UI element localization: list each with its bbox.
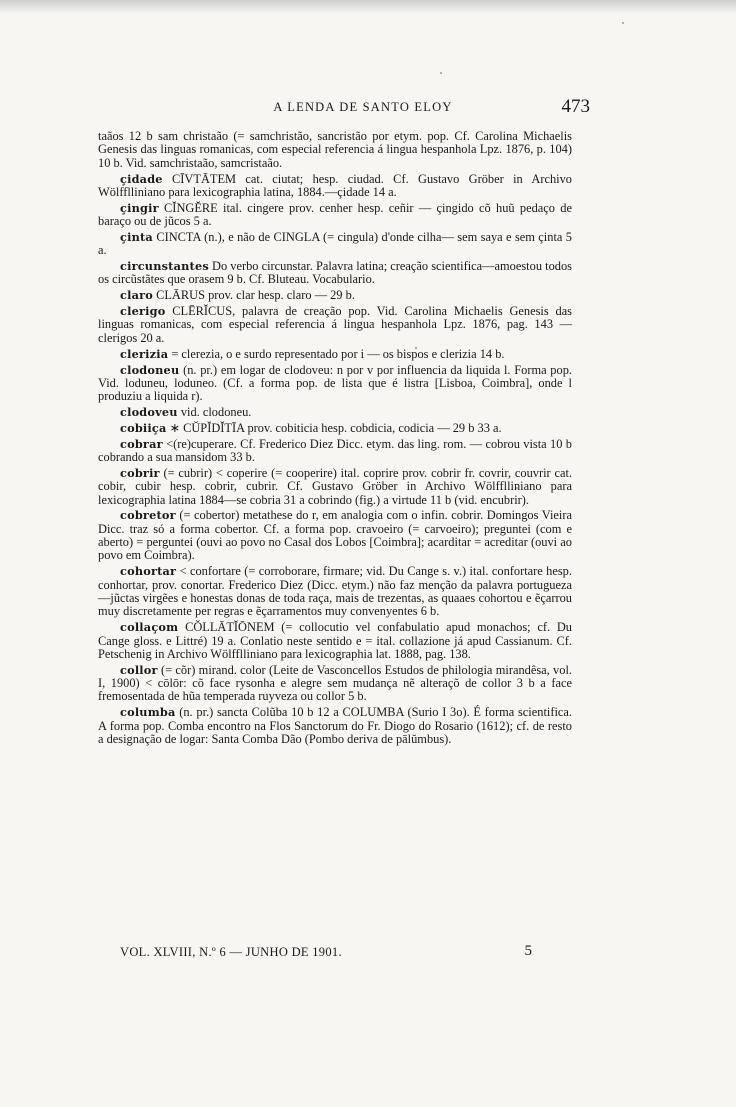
entry-text: (= cõr) mirand. color (Leite de Vasconcellos Estudos de philologia mirandêsa, vol. I, 1900) < cōlōr: cõ face rysonha e alegre sem mudança nẽ alteraçõ de collor 3 b a face fremosentada de hũa temperada ruyveza ou collor 5 b. <box>98 662 572 704</box>
glossary-entry <box>98 467 572 507</box>
entry-text: (= cobertor) metathese do r, em analogia com o infin. cobrir. Domingos Vieira Dicc. traz só a forma cobertor. Cf. a forma pop. cravoeiro (= carvoeiro); preguntei (com e aberto) = perguntei (ouvi ao povo no Casal dos Lobos [Coimbra]; acarditar = acreditar (ouvi ao povo em Coimbra). <box>98 508 572 563</box>
glossary-entry <box>98 231 572 258</box>
glossary-entry <box>98 348 572 361</box>
entry-headword: clerizia <box>120 346 169 361</box>
glossary-entry <box>98 509 572 562</box>
entry-text: CLĀRUS prov. clar hesp. claro — 29 b. <box>156 288 355 303</box>
scan-speck <box>622 22 624 24</box>
entry-text: CĪVTĀTEM cat. ciutat; hesp. ciudad. Cf. Gustavo Gröber in Archivo Wölfflliniano para lexicographia latina, 1884.—çidade 14 a. <box>98 171 572 199</box>
entry-headword: clodoveu <box>120 405 178 420</box>
entry-headword: cobretor <box>120 508 176 523</box>
glossary-entry <box>98 406 572 419</box>
glossary-entry <box>98 565 572 618</box>
glossary-entry <box>98 364 572 404</box>
entry-headword: cohortar <box>120 564 177 579</box>
entry-text: = clerezia, o e surdo representado por i — os bispos e clerizia 14 b. <box>171 346 505 361</box>
entry-headword: clodoneu <box>120 362 180 377</box>
glossary-entry <box>98 664 572 704</box>
scan-edge-shadow <box>0 0 736 14</box>
entry-headword: collor <box>120 662 158 677</box>
entry-text: <(re)cuperare. Cf. Frederico Diez Dicc. etym. das ling. rom. — cobrou vista 10 b cobrando a sua mansidom 33 b. <box>98 436 572 465</box>
entry-headword: clerigo <box>120 304 166 319</box>
entry-text: ∗ CŬPĬDĬTĪA prov. cobiticia hesp. cobdicia, codicia — 29 b 33 a. <box>169 420 502 435</box>
entry-text: vid. clodoneu. <box>180 405 252 420</box>
entry-text: Do verbo circunstar. Palavra latina; creação scientifica—amoestou todos os circũstãtes que orasem 9 b. Cf. Bluteau. Vocabulario. <box>98 259 572 287</box>
entry-text: CĬNGĔRE ital. cingere prov. cenher hesp. ceñir — çingido cõ huũ pedaço de baraço ou de jũcos 5 a. <box>98 200 572 229</box>
entry-headword: claro <box>120 288 153 303</box>
glossary-entry <box>98 438 572 465</box>
entry-headword: çidade <box>120 171 163 186</box>
glossary-entry <box>98 173 572 200</box>
entry-text: taãos 12 b sam christaão (= samchristão, sancristão por etym. pop. Cf. Carolina Michaelis Genesis das linguas romanicas, com especial referencia á lingua hespanhola Lpz. 1876, p. 104) 10 b. Vid. samchristaão, samcristaão. <box>98 129 572 170</box>
signature-mark: 5 <box>524 943 532 959</box>
entry-headword: çinta <box>120 229 153 244</box>
entry-text: (= cubrir) < coperire (= cooperire) ital. coprire prov. cobrir fr. covrir, couvrir cat. cobir, cubir hesp. cobrir, cubrir. Cf. Gustavo Gröber in Archivo Wölfflliniano para lexicographia latina 1884—se cobria 31 a cobrindo (fig.) a virtude 11 b (vid. encubrir). <box>98 465 572 507</box>
glossary-entry <box>98 202 572 229</box>
entry-headword: cobrar <box>120 436 163 451</box>
entry-headword: cobrir <box>120 465 160 480</box>
glossary-entry <box>98 130 572 170</box>
scan-speck <box>440 72 442 74</box>
entry-headword: collaçom <box>120 620 179 635</box>
glossary-entry <box>98 621 572 661</box>
entry-text: (n. pr.) sancta Colũba 10 b 12 a COLUMBA (Surio I 3o). É forma scientifica. A forma pop. Comba encontro na Flos Sanctorum do Fr. Diogo do Rosario (1612); cf. de resto a designação de logar: Santa Comba Dão (Pombo deriva de pālŭmbus). <box>98 705 572 746</box>
entry-text: CLĒRĬCUS, palavra de creação pop. Vid. Carolina Michaelis Genesis das linguas romanicas, com especial referencia á lingua hespanhola Lpz. 1876, pag. 143 — clerigos 20 a. <box>98 304 572 345</box>
glossary-entry <box>98 289 572 302</box>
entry-headword: circunstantes <box>120 259 209 274</box>
entry-headword: columba <box>120 705 176 720</box>
entry-text: CINCTA (n.), e não de CINGLA (= cingula) d'onde cilha— sem saya e sem çinta 5 a. <box>98 229 572 258</box>
entry-text: CŎLLĀTĬŌNEM (= collocutio vel confabulatio apud monachos; cf. Du Cange gloss. e Littré) 19 a. Conlatio neste sentido e = ital. collazione já apud Cassianum. Cf. Petschenig in Archivo Wölfflliniano para lexicographia lat. 1888, pag. 138. <box>98 620 572 661</box>
page-number: 473 <box>561 96 590 117</box>
entry-headword: cobiiça <box>120 420 167 435</box>
glossary-body <box>98 130 572 749</box>
page-footer <box>120 945 550 965</box>
entry-text: (n. pr.) em logar de clodoveu: n por v por influencia da liquida l. Forma pop. Vid. loduneu, loduneo. (Cf. a forma pop. de lista que é listra [Lisboa, Coimbra], onde l produziu a liquida r). <box>98 362 572 404</box>
glossary-entry <box>98 260 572 287</box>
volume-line: VOL. XLVIII, N.º 6 — JUNHO DE 1901. <box>120 945 342 959</box>
glossary-entry <box>98 422 572 435</box>
page-header <box>128 96 598 126</box>
running-title: A LENDA DE SANTO ELOY <box>273 100 453 114</box>
glossary-entry <box>98 706 572 746</box>
entry-headword: çingir <box>120 200 159 215</box>
entry-text: < confortare (= corroborare, firmare; vid. Du Cange s. v.) ital. confortare hesp. conhortar, prov. conortar. Frederico Diez (Dicc. etym.) não faz menção da palavra portugueza—jũctas virgẽes e honestas donas de toda raça, mais de trezentas, as quaaes cohortou e ẽçarrou muy discretamente per regras e ẽçarramentos muy convenyentes 6 b. <box>98 564 572 619</box>
glossary-entry <box>98 305 572 345</box>
